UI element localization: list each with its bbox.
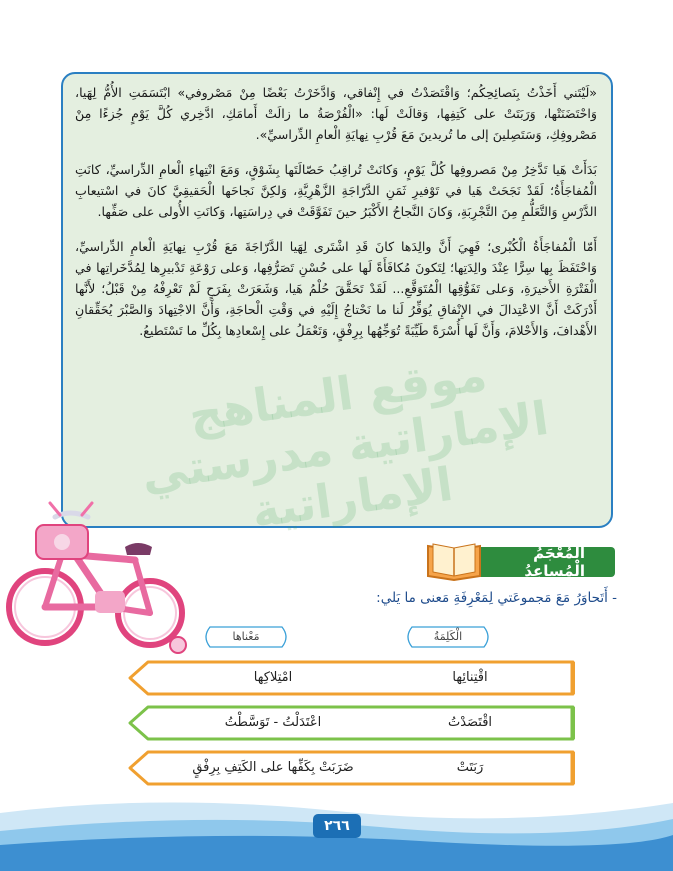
story-paragraph-3: أَمّا الْمُفاجَأَةُ الْكُبْرى؛ فَهِيَ أَنَّ والِدَها كانَ قَدِ اشْتَرى لِهَيا الدَّرّاجَةَ مَعَ قُرْبِ نِهايَةِ الْعامِ الدِّراسيِّ، وَاحْتَفَظَ بِها سِرًّا عِنْدَ والِدَتِها؛ لِتَكونَ مُكافَأَةً لَها على حُسْنِ تَصَرُّفِها، وَعلى رَوْعَةِ تَدْبيرِها لِمُدَّخَراتِها في الْفَتْرَةِ الأَخيرَةِ، وَعلى تَفَوُّقِها الْمُتَوَقَّعِ... لَقَدْ تَحَقَّقَ حُلْمُ هَيا، وَشَعَرَتْ بِفَرَحٍ لَمْ تَعْرِفْهُ مِنْ قَبْلُ؛ لأَنَّها أَدْرَكَتْ أَنَّ الاعْتِدالَ في الإِنْفاقِ يُوَفِّرُ لَنا ما نَحْتاجُ إِلَيْهِ في وَقْتِ الْحاجَةِ، وَأَنَّ الاجْتِهادَ وَالصَّبْرَ يُحَقِّقانِ الأَهْدافَ، وَالأَحْلامَ، وَأَنَّ لَها أُسْرَةً طَيِّبَةً تُوَجِّهُها بِرِفْقٍ، وَتَعْمَلُ على إِسْعادِها بِكُلِّ ما تَسْتَطيعُ. bbox=[75, 239, 597, 338]
story-paragraph-1: «لَيْتَني أَخَذْتُ بِنَصائِحِكُم؛ وَاقْتَصَدْتُ في إِنْفاقي، وَادَّخَرْتُ بَعْضًا مِنْ مَصْروفي» ابْتَسَمَتِ الأُمُّ لِهَيا، وَاحْتَضَنَتْها، وَرَبَتَتْ على كَتِفِها، وَقالَتْ لَها: «الْفُرْصَةُ ما زالَتْ أَمامَكِ، ادَّخِري كُلَّ يَوْمٍ جُزءًا مِنْ مَصْروفِكِ، وَسَتَصِلينَ إلى ما تُريدينَ مَعَ قُرْبِ نِهايَةِ الْعامِ الدِّراسيِّ». bbox=[75, 85, 597, 142]
dictionary-row bbox=[128, 705, 575, 741]
story-paragraph-2: بَدَأَتْ هَيا تَدَّخِرُ مِنْ مَصروفِها كُلَّ يَوْمٍ، وَكانَتْ تُراقِبُ حَصّالَتَها بِشَوْقٍ، وَمَعَ انْتِهاءِ الْعامِ الدِّراسيِّ، كانَتِ الْمُفاجَأَةُ؛ لَقَدْ نَجَحَتْ هَيا في تَوْفيرِ ثَمَنِ الدَّرّاجَةِ الزَّهْرِيَّةِ، وَلكِنَّ نَجاحَها الْحَقيقِيَّ كانَ في اسْتيعابِ الدَّرْسِ وَالتَّعَلُّمِ مِنَ التَّجْرِبَةِ، وَكانَ النَّجاحُ الأَكْبَرُ حينَ تَفَوَّقَتْ في دِراسَتِها، وَكانَتِ الأُولى على صَفِّها. bbox=[75, 162, 597, 219]
meaning-column-header bbox=[200, 624, 292, 650]
story-box bbox=[61, 72, 613, 528]
meaning-header-label: مَعْناها bbox=[232, 630, 260, 643]
dictionary-word: اقْتِنائِها bbox=[452, 670, 488, 685]
dictionary-instruction: - أَتَحاوَرُ مَعَ مَجموعَتي لِمَعْرِفَةِ مَعنى ما يَلي: bbox=[376, 590, 617, 606]
dictionary-banner bbox=[470, 544, 615, 580]
dictionary-title: الْمُعْجَمُ الْمُساعِدُ bbox=[524, 544, 585, 580]
pink-bicycle-illustration bbox=[0, 495, 200, 665]
word-column-header bbox=[402, 624, 494, 650]
dictionary-word: رَبَتَتْ bbox=[456, 760, 484, 775]
dictionary-word: اقْتَصَدْتُ bbox=[447, 715, 493, 730]
dictionary-meaning: امْتِلاكِها bbox=[253, 670, 293, 685]
dictionary-row bbox=[128, 660, 575, 696]
word-header-label: الْكَلِمَةُ bbox=[433, 630, 463, 643]
open-book-icon bbox=[424, 538, 484, 582]
dictionary-meaning: ضَرَبَتْ بِكَفِّها على الكَتِفِ بِرِفْقٍ bbox=[192, 760, 354, 775]
page-number: ٢٦٦ bbox=[313, 814, 361, 838]
dictionary-row bbox=[128, 750, 575, 786]
dictionary-meaning: اعْتَدَلْتُ - تَوَسَّطْتُ bbox=[224, 715, 322, 730]
